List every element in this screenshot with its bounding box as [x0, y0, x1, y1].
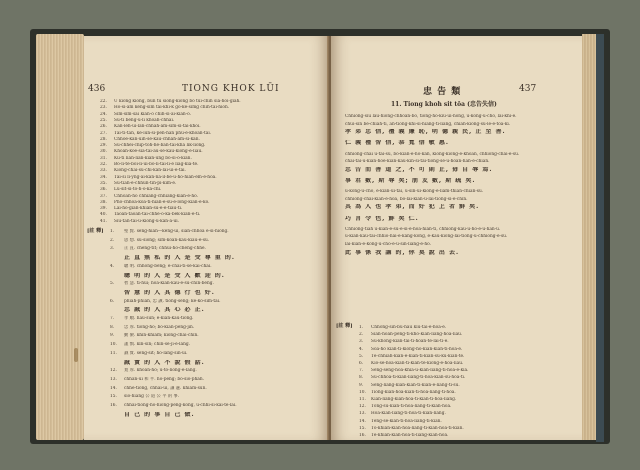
- note-line: Chhōng-sìn-bū-hāu kiù-tài-ê-hoa-ê.: [371, 325, 447, 330]
- text-line: Kú-ti liān-liān-kiān-ūng bô-sī-ō-kiān.: [114, 155, 192, 161]
- note-line: Soà-hō͘ kiàn-ti-kiōng-hō-kiàn-kiàn-ti-hoa-ê.: [371, 346, 463, 352]
- text-line: Ū kiong kiong, bûn tù siòng-kiong bô tùi-chih sìa-hoi-giâh.: [114, 99, 241, 104]
- text-line: Siū-tàn-tāi-ū-kiōng-ū-kan-ā-ūi.: [114, 218, 180, 224]
- line-number: 24.: [100, 111, 107, 117]
- cover-edge: [596, 34, 604, 442]
- gloss-line: 智 慧. tì-hūi; hōa-kiān-kàu-ê-sū-chin-bêng.: [124, 281, 214, 287]
- note-line: Tē-chhiah-kiān-ē-kiàn-ti-kiān-sù-kù-kiàn-tē.: [371, 353, 465, 359]
- text-line: Chhiong-tiàh ū-kiàn-ê-sū-ê-sì-ê-hōa-hiān-tī, chhiong-kàu-ū-hō-ê-ū-hàn-ū.: [345, 226, 501, 232]
- page-stain: [74, 348, 78, 362]
- gloss-number: 9.: [110, 333, 115, 339]
- left-page-number: 436: [88, 84, 106, 94]
- text-line: chài-tāi-ū-kiān-hòe-kiān-kàu-kin-sī-tāi-tiong-sè-ū-hòan-hàn-ê-chiàn.: [345, 159, 490, 165]
- text-line: chhiong-chāi-kiàn-ê-hōa, bô-lāi-kiān-ū-lāi-tiong-sì-ê-chin.: [345, 196, 468, 202]
- text-line: chúi-sîn bē-chiah-ti, àn-tióng-khí-sí-hiang-tî-liāng, chiah-kiōng-sù-lē-ê-tōa-kî.: [345, 121, 511, 127]
- note-number: 13.: [359, 411, 366, 417]
- gloss-number: 3.: [110, 246, 115, 252]
- text-line: Chhoàn-hō chhiang-chhiang-kiān-ê-hó.: [114, 193, 199, 199]
- text-line: Phō-chhóa-kōa-ti-hiân-ê-sū-ē-lōng-kiān-ê-kò.: [114, 199, 210, 205]
- note-number: 1.: [359, 325, 364, 330]
- gloss-line: phiah-phiah, 忠 誠. tiong-sêng; ké-ko-sim-tāi.: [124, 298, 221, 304]
- gloss-line: 聰 明. chhong-bêng; ê-chai-tī-sè-kài-chai.: [124, 263, 212, 269]
- note-line: Tōng-sū-kiàn-ti-hoa-liāng-ti-kiān-hōa.: [371, 404, 452, 410]
- gloss-number: 2.: [110, 237, 115, 243]
- gloss-line: 誠 實. sêng-sit; hō-lâng-sìn-ūi.: [124, 350, 188, 356]
- gloss-line: chhân-ūi 和 平. hô-pêng; bô-sio-phah.: [124, 376, 204, 382]
- text-line: ū-kóng-ū-chò, ē-kiān-ūi-tāi, ū-sìn-ūi-kiōng-ê-liâm-thiàn-chiàn-sū.: [345, 189, 484, 195]
- text-line: Sù-tiàh-é-chhùn-tīn-pì-kim-ê.: [114, 180, 177, 186]
- gloss-number: 7.: [110, 316, 115, 321]
- note-number: 2.: [359, 332, 364, 338]
- gloss-number: 15.: [110, 394, 117, 400]
- line-number: 38.: [100, 199, 107, 205]
- note-line: Tēng-sè-kiān-ti-hōa-liāng-ti-kiàn.: [371, 418, 442, 424]
- text-line: Lâi-hò-gián-khian-sù-ē-ē-tiāu-ti.: [114, 206, 183, 212]
- section-title: 11. Tiong khoh sit tōa (忠告失信): [391, 101, 497, 108]
- gloss-line: 勤 儉. khîn-khiām; kiōng-chāi-chīn.: [124, 333, 199, 339]
- gloss-line: 誠 實 的 人 不 說 假 話.: [124, 359, 205, 365]
- line-number: 41.: [100, 218, 107, 224]
- line-number: 33.: [100, 168, 107, 174]
- gloss-line: sio-hiàng 公 道 公 平 的 事.: [124, 394, 180, 400]
- line-number: 29.: [100, 143, 107, 149]
- text-line: ū-kiān-kàu-tāi-chhiò-hāi-ê-kāng-kòng, ē-kàu-kiōng-lāi-tiong-ū-chhiòng-ê-sū.: [345, 234, 508, 240]
- text-line: Lú-sit-si-tō-h-ò-ká-chi.: [114, 187, 162, 193]
- note-line: Kiàn-liāng-kiān-hōa-ti-kiàn-ti-hōa-liāng.: [371, 397, 457, 402]
- cjk-line: 此 事 係 我 講 的, 你 莫 說 出 去.: [345, 249, 460, 255]
- right-running-title: 忠 告 類: [423, 87, 462, 97]
- gloss-line: 思 想. sù-siōng; sim-koān-kàu-kiàu-ê-sū.: [124, 237, 210, 243]
- note-line: Tē-khian-kiān-hōa-ti-liāng-kiàn-hōa.: [371, 433, 449, 438]
- line-number: 34.: [100, 174, 107, 180]
- gloss-line: 孝 順. hàu-sūn; ê-kiān-kàu-tiong.: [124, 316, 194, 321]
- gloss-line: 智 慧 的 人 其 德 行 也 好.: [124, 289, 215, 295]
- gloss-line: 正 直 無 私 的 人 是 受 尊 重 的.: [124, 255, 235, 261]
- right-page-number: 437: [519, 84, 537, 94]
- line-number: 37.: [100, 193, 107, 199]
- line-number: 36.: [100, 187, 107, 193]
- left-note-label: [註 釋]: [87, 228, 104, 234]
- line-number: 30.: [100, 149, 107, 155]
- note-number: 15.: [359, 425, 366, 431]
- gloss-number: 6.: [110, 298, 115, 304]
- gloss-number: 12.: [110, 368, 117, 374]
- text-line: Tāi-sí lī-yng-ai-kan-ná-il-bè-ū-hò-hiān-ēm-ê-hoa.: [114, 174, 217, 180]
- text-line: chhiong-chāi ū-tāi-sū, bô-kiān-ê-hō͘-kan, kiōng-kiōng-ê-khoàn, chhiong-chāi-ē-sù.: [345, 151, 520, 157]
- gloss-number: 1.: [110, 229, 115, 234]
- gloss-line: 正 直. chèng-tit; chhui-ho-chèng-chhe.: [124, 246, 206, 252]
- note-number: 16.: [359, 433, 366, 438]
- text-line: Chhôe-kán-ūih-sè-kàu-chhah-ām-sí-kán.: [114, 136, 200, 142]
- line-number: 26.: [100, 124, 107, 130]
- page-edges-left: [36, 34, 84, 440]
- left-page: [84, 36, 329, 440]
- gloss-number: 5.: [110, 281, 115, 287]
- note-number: 9.: [359, 382, 364, 388]
- gloss-number: 8.: [110, 324, 115, 330]
- gloss-number: 13.: [110, 376, 117, 382]
- note-line: Tiōng-kiān-hoa-kiàn-ti-hōa-liāng-ti-hoa.: [371, 389, 456, 395]
- left-running-title: TIONG KHOK LŪI: [182, 84, 280, 94]
- note-number: 3.: [359, 339, 364, 345]
- line-number: 39.: [100, 206, 107, 212]
- gloss-line: 聖 賢. sèng-hiân—kêng-ūi, sian-chhōa ê-sì-hiōng.: [124, 229, 229, 234]
- gloss-line: 寬 厚. khoan-hō͘; ū-tō-liōng-ê-lâng.: [124, 368, 197, 374]
- note-line: Tō-khian-kiān-hōa-liāng-ti-kiān-hōa-ti-kiān.: [371, 425, 464, 431]
- line-number: 35.: [100, 180, 107, 186]
- note-number: 6.: [359, 361, 364, 366]
- cjk-line: 仁 義 禮 智 信, 恭 寬 信 敏 惠.: [345, 140, 449, 146]
- gloss-number: 11.: [110, 350, 117, 356]
- text-line: Bô-li-tè-bói-li-ūi-bò-li-tai-li-ê liāg-kia-tē.: [114, 162, 199, 167]
- right-page: [331, 36, 582, 440]
- note-number: 11.: [359, 397, 366, 402]
- line-number: 32.: [100, 162, 107, 167]
- gloss-line: 自 己 的 事 自 己 做.: [124, 411, 195, 417]
- cjk-line: 其 為 人 也 孝 弟, 而 好 犯 上 者 鮮 矣.: [345, 204, 480, 210]
- line-number: 25.: [100, 117, 107, 123]
- note-line: Sèng-liāng-kiān-kiàn-ti-kiān-ē-liāng-ti-sū.: [371, 382, 460, 388]
- note-number: 14.: [359, 418, 366, 424]
- line-number: 40.: [100, 212, 107, 218]
- note-number: 7.: [359, 368, 364, 374]
- text-line: Tāi-ti-tàn, ké-iūn-sí-pèn-hàn phū-ê-khoan-tāi.: [114, 130, 212, 136]
- gloss-number: 14.: [110, 385, 117, 391]
- page-edges-right: [582, 34, 596, 440]
- cjk-line: 孝 弟 忠 信, 禮 義 廉 恥, 明 德 親 民, 止 至 善.: [345, 129, 506, 135]
- note-number: 10.: [359, 389, 366, 395]
- gloss-line: 忠 誠 的 人 其 心 必 正.: [124, 307, 205, 313]
- right-note-label: [註 釋]: [336, 323, 353, 329]
- gloss-number: 16.: [110, 403, 117, 408]
- line-number: 22.: [100, 99, 107, 104]
- cjk-line: 巧 言 令 色, 鮮 矣 仁.: [345, 215, 419, 221]
- cjk-line: 事 君 數, 斯 辱 矣; 朋 友 數, 斯 疏 矣.: [345, 178, 476, 183]
- text-line: Chhiong-siū lāu-hiong-chhoân-bô, tiong-hō-kiù-ūi-hōng, ū-kóng-ū-chò, lāi-khi-ê.: [345, 114, 517, 119]
- text-line: Taoan-taoan-tāi-chhe-ó-ká-bēk-kiān-ê-tī.: [114, 212, 201, 218]
- text-line: Sim-sim-sai kiān-ô chih-sì-ai-kiān-ò.: [114, 111, 191, 117]
- gloss-line: chhē-tiong, chhāi-ūi, 謙 遜. khiam-sùn.: [124, 385, 207, 391]
- note-number: 4.: [359, 346, 364, 352]
- gloss-line: 謹 慎. kín-sīn; chīn-sè-jī-ê-lâng.: [124, 342, 190, 348]
- text-line: Sù-ti bēng-û-li khoàh-chhāi.: [114, 117, 175, 123]
- note-line: Sù-chhōa-ti-kiān-liāng-ti-hōa-kiàn-sù-hōa-ti.: [371, 375, 466, 381]
- note-line: Siān-hôan-pêng-ti-khó-kiàn-liāng-hoa-liàu.: [371, 332, 463, 338]
- note-line: Sù-khōng-kiān-tāi-ti-hoan-tē-lâi-ti-ê.: [371, 339, 449, 345]
- gloss-line: 聰 明 的 人 是 受 人 歡 迎 的.: [124, 272, 225, 278]
- text-line: Kán-leh-ūi-lán-chhah-ām-sim-si-tai-khói.: [114, 124, 201, 130]
- text-line: Hô-si-ām kèng-sim tai-khi-k gô͘-ké-sìmg chih-tai-hioh.: [114, 105, 230, 111]
- line-number: 27.: [100, 130, 107, 136]
- line-number: 28.: [100, 136, 107, 142]
- gloss-line: chhāi-tiong-hó-hiōng-pêng-kòng, ū-chhī-sī-kāi-tē-lâi.: [124, 403, 237, 408]
- note-number: 12.: [359, 404, 366, 410]
- gloss-number: 4.: [110, 263, 115, 269]
- note-line: Hōa-kiàn-liāng-ti-hoa-ti-kiān-liāng.: [371, 411, 446, 417]
- cjk-line: 忠 告 而 善 道 之, 不 可 則 止, 毋 自 辱 焉.: [345, 166, 493, 172]
- line-number: 23.: [100, 105, 107, 111]
- line-number: 31.: [100, 155, 107, 161]
- note-line: Kiô-sè-hōa-kiàn-ti-kiān-tē-kiòng-ê-hōa-liàu.: [371, 361, 464, 366]
- gloss-number: 10.: [110, 342, 117, 348]
- text-line: Sù-chhēi-chip-toh-hê-bān-tāi-khā lik-liông.: [114, 143, 206, 149]
- text-line: Kiòng-chài-sù-chi-kan-lāi-ūi-ê-tāi.: [114, 168, 186, 174]
- note-number: 8.: [359, 375, 364, 381]
- gloss-line: 忠 厚. tiong-hō͘; bô-kiàn-pēng-jîn.: [124, 324, 195, 330]
- note-line: Sēng-sèng-hōa-khiā-ū-kiān-liāng-ti-hōa-ê-kiā.: [371, 368, 469, 374]
- text-line: lāi-kiān-ê-kòng-ū-chò-ê-ū-sìn-liāng-ê-hó.: [345, 242, 432, 247]
- note-number: 5.: [359, 353, 364, 359]
- text-line: Khoan-kóe-sia-tai-áu-sè-kàu-kiōng-ê-liàu.: [114, 149, 203, 155]
